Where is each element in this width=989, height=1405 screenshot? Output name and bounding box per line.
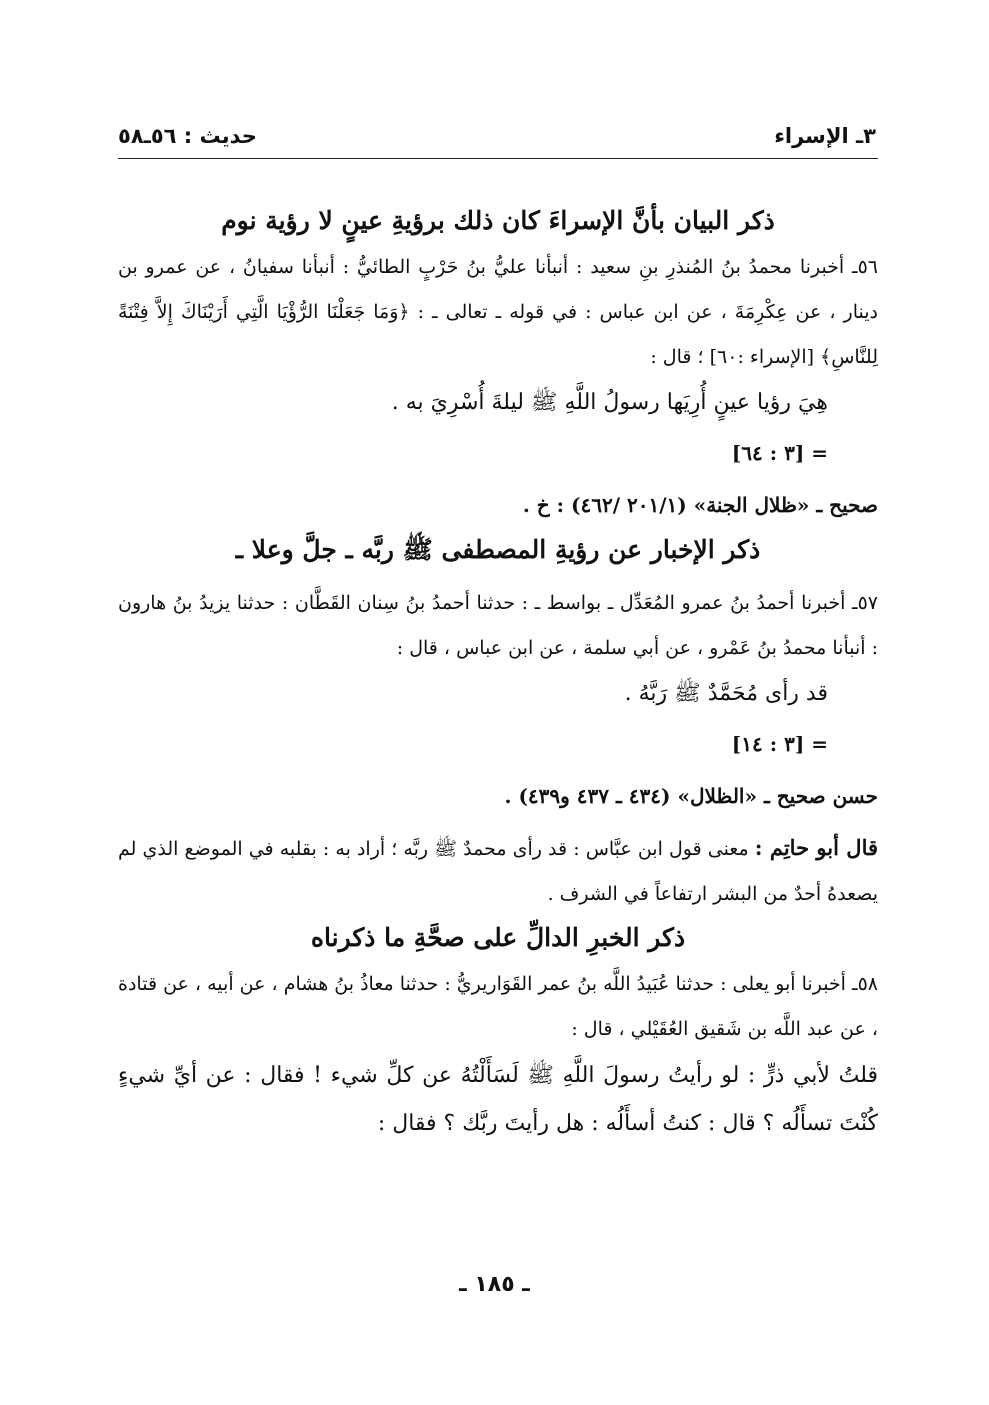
page-body [118, 200, 878, 1148]
header-rule [118, 158, 878, 159]
grading-note: صحيح ـ «ظلال الجنة» (٢٠١/١ /٤٦٢) : خ . [522, 493, 878, 517]
isnad-text: ٥٧ـ أخبرنا أحمدُ بنُ عمرو المُعَدِّل ـ بواسط ـ : حدثنا أحمدُ بنُ سِنان القَطَّان : حدثنا يزيدُ بنُ هارون : أنبأنا محمدُ بنُ عَمْرو ، عن أبي سلمة ، عن ابن عباس ، قال : [118, 592, 878, 659]
commentary-label: قال أبو حاتِم : [754, 835, 879, 860]
matn-text: قد رأى مُحَمَّدٌ ﷺ رَبَّهُ . [624, 681, 828, 706]
section-heading: ذكر البيان بأنَّ الإسراءَ كان ذلك برؤيةِ عينٍ لا رؤية نوم [221, 206, 775, 235]
section-heading: ذكر الإخبار عن رؤيةِ المصطفى ﷺ ربَّه ـ جلَّ وعلا ـ [235, 535, 761, 564]
section-58 [118, 923, 878, 1148]
cross-reference: = [٣ : ١٤] [731, 732, 828, 756]
hadith-range: حديث : ٥٦ـ٥٨ [118, 124, 257, 148]
running-header [118, 118, 876, 158]
matn-text: قلتُ لأبي ذرٍّ : لو رأيتُ رسولَ اللَّهِ ﷺ لَسَأَلْتُهُ عن كلِّ شيء ! فقال : عن أيِّ شيءٍ كُنْتَ تسأَلُه ؟ قال : كنتُ أسأَلُه : هل رأيتَ ربَّك ؟ فقال : [118, 1063, 878, 1136]
isnad-text: ٥٦ـ أخبرنا محمدُ بنُ المُنذرِ بنِ سعيد : أنبأنا عليُّ بنُ حَرْبٍ الطائيُّ : أنبأنا سفيانُ ، عن عمرو بن دينار ، عن عِكْرِمَةَ ، عن ابن عباس : في قوله ـ تعالى ـ : ﴿وَمَا جَعَلْنَا الرُّؤْيَا الَّتِي أَرَيْنَاكَ إِلاَّ فِتْنَةً لِلنَّاسِ﴾ [الإسراء :٦٠] ؛ قال : [118, 256, 879, 368]
cross-reference: = [٣ : ٦٤] [731, 441, 828, 465]
section-57 [118, 534, 878, 917]
grading-note: حسن صحيح ـ «الظلال» (٤٣٤ ـ ٤٣٧ و٤٣٩) . [504, 784, 878, 808]
commentary [118, 825, 878, 917]
commentary-text: معنى قول ابن عبَّاس : قد رأى محمدٌ ﷺ ربَّه ؛ أراد به : بقلبه في الموضع الذي لم يصعدهُ أحدٌ من البشر ارتفاعاً في الشرف . [118, 838, 878, 905]
isnad-text: ٥٨ـ أخبرنا أبو يعلى : حدثنا عُبَيدُ اللَّه بنُ عمر القَوَاريريُّ : حدثنا معاذُ بنُ هشام ، عن أبيه ، عن قتادة ، عن عبد اللَّه بن شَقيق العُقَيْلي ، قال : [118, 973, 878, 1040]
chapter-title: ٣ـ الإسراء [774, 124, 876, 148]
page-number: ـ ١٨٥ ـ [459, 1272, 530, 1297]
section-heading: ذكر الخبرِ الدالِّ على صحَّةِ ما ذكرناه [310, 923, 686, 952]
section-56 [118, 206, 878, 528]
matn-text: هِيَ رؤيا عينٍ أُرِيَها رسولُ اللَّهِ ﷺ ليلةَ أُسْرِيَ به . [391, 390, 828, 415]
